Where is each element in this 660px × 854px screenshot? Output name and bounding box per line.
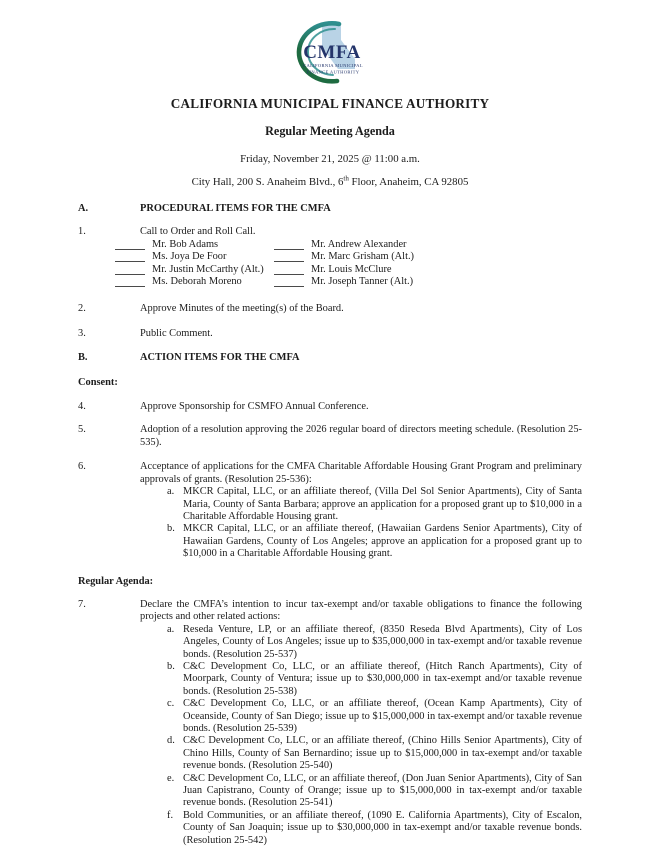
subitem-6b xyxy=(167,523,582,560)
section-label: B. xyxy=(78,352,88,364)
meeting-location: City Hall, 200 S. Anaheim Blvd., 6th Floor, Anaheim, CA 92805 xyxy=(191,174,469,188)
subitem-letter: f. xyxy=(167,809,174,821)
rollcall-blank xyxy=(115,265,145,275)
agenda-item-4 xyxy=(78,401,582,413)
item-number: 4. xyxy=(78,401,86,413)
document-title: CALIFORNIA MUNICIPAL FINANCE AUTHORITY xyxy=(170,96,490,111)
rollcall-member: Ms. Joya De Foor xyxy=(152,251,227,263)
cmfa-logo-graphic xyxy=(283,21,377,87)
rollcall-member: Mr. Andrew Alexander xyxy=(311,238,407,250)
rollcall-blank xyxy=(115,277,145,287)
subitem-6a xyxy=(167,486,582,523)
logo-org-line1: CALIFORNIA MUNICIPAL xyxy=(303,63,363,68)
rollcall-member: Mr. Marc Grisham (Alt.) xyxy=(311,251,415,263)
rollcall-member: Mr. Louis McClure xyxy=(311,263,392,275)
ordinal-superscript: th xyxy=(343,174,349,183)
agenda-item-2 xyxy=(78,303,582,315)
section-title: ACTION ITEMS FOR THE CMFA xyxy=(140,352,300,364)
subitem-letter: e. xyxy=(167,772,175,784)
rollcall-row xyxy=(115,276,582,288)
item-text: Public Comment. xyxy=(140,327,213,339)
subitem-letter: b. xyxy=(167,523,175,535)
rollcall-blank xyxy=(274,277,304,287)
subitem-letter: a. xyxy=(167,486,175,498)
subitem-text: C&C Development Co, LLC, or an affiliate thereof, (Don Juan Senior Apartments), City of San Juan Capistrano, County of Orange; issue up to $15,000,000 in tax-exempt and/or taxable revenue bonds. (Resolution 25-541) xyxy=(183,772,582,809)
rollcall-row xyxy=(115,239,582,251)
subitem-text: Bold Communities, or an affiliate thereof, (1090 E. California Apartments), City of Escalon, County of San Joaquin; issue up to $30,000,000 in tax-exempt and/or taxable revenue bonds. (Resolution 25-542) xyxy=(183,809,582,846)
logo-acronym: CMFA xyxy=(303,42,361,63)
item-body xyxy=(140,599,582,847)
rollcall-row xyxy=(115,264,582,276)
section-label: A. xyxy=(78,203,89,214)
subitem-letter: c. xyxy=(167,698,175,710)
rollcall-member: Mr. Bob Adams xyxy=(152,238,219,250)
rollcall-blank xyxy=(115,252,145,262)
subitem-7d xyxy=(167,735,582,772)
subitem-text: C&C Development Co, LLC, or an affiliate thereof, (Chino Hills Senior Apartments), City of Chino Hills, County of San Bernardino; issue up to $15,000,000 in tax-exempt and/or taxable revenue bonds. (Resolution 25-540) xyxy=(183,735,582,772)
rollcall-row xyxy=(115,251,582,263)
item-number: 3. xyxy=(78,327,86,339)
rollcall-blank xyxy=(274,240,304,250)
document-subtitle: Regular Meeting Agenda xyxy=(265,124,395,138)
logo-org-line2: FINANCE AUTHORITY xyxy=(306,69,360,75)
subitem-7b xyxy=(167,661,582,698)
subitem-letter: b. xyxy=(167,660,175,672)
item-text: Approve Sponsorship for CSMFO Annual Conference. xyxy=(140,401,369,413)
subitem-7e xyxy=(167,773,582,810)
rollcall-blank xyxy=(274,265,304,275)
meeting-datetime: Friday, November 21, 2025 @ 11:00 a.m. xyxy=(240,153,420,165)
subitem-text: Reseda Venture, LP, or an affiliate thereof, (8350 Reseda Blvd Apartments), City of Los Angeles, County of Los Angeles; issue up to $35,000,000 in tax-exempt and/or taxable revenue bonds. (Resolution 25-537) xyxy=(183,623,582,660)
agenda-item-7 xyxy=(78,599,582,847)
item-text: Acceptance of applications for the CMFA Charitable Affordable Housing Grant Program and preliminary approvals of grants. (Resolution 25-536): xyxy=(140,461,582,485)
item-text: Declare the CMFA’s intention to incur tax-exempt and/or taxable obligations to finance the following projects and other related actions: xyxy=(140,598,582,623)
item-number: 7. xyxy=(78,598,86,610)
subitem-text: C&C Development Co, LLC, or an affiliate thereof, (Ocean Kamp Apartments), City of Oceanside, County of San Diego; issue up to $15,000,000 in tax-exempt and/or taxable revenue bonds. (Resolution 25-539) xyxy=(183,698,582,734)
subitem-text: C&C Development Co, LLC, or an affiliate thereof, (Hitch Ranch Apartments), City of Moorpark, County of Ventura; issue up to $30,000,000 in tax-exempt and/or taxable revenue bonds. (Resolution 25-538) xyxy=(183,660,582,697)
agenda-item-6 xyxy=(78,461,582,560)
subitem-text: MKCR Capital, LLC, or an affiliate thereof, (Villa Del Sol Senior Apartments), City of Santa Maria, County of Santa Barbara; approve an application for a proposed grant up to $10,000 in a Charitable Affordable Housing grant. xyxy=(183,486,582,522)
agenda-item-1 xyxy=(78,226,582,238)
item-number: 6. xyxy=(78,461,86,473)
rollcall-member: Mr. Joseph Tanner (Alt.) xyxy=(311,276,414,288)
section-title: PROCEDURAL ITEMS FOR THE CMFA xyxy=(140,203,331,214)
section-a-heading xyxy=(78,203,582,215)
rollcall-blank xyxy=(115,240,145,250)
item-text: Call to Order and Roll Call. xyxy=(140,226,256,238)
subitem-7c xyxy=(167,698,582,735)
agenda-item-3 xyxy=(78,328,582,340)
item-body xyxy=(140,461,582,560)
subitem-7f xyxy=(167,810,582,847)
cmfa-logo xyxy=(78,21,582,87)
regular-agenda-heading: Regular Agenda: xyxy=(78,575,154,587)
subitem-letter: a. xyxy=(167,623,175,635)
subitem-text: MKCR Capital, LLC, or an affiliate thereof, (Hawaiian Gardens Senior Apartments), City of Hawaiian Gardens, County of Los Angeles; approve an application for a proposed grant up to $10,000 in a Charitable Affordable Housing grant. xyxy=(183,523,582,560)
rollcall-member: Mr. Justin McCarthy (Alt.) xyxy=(152,263,264,275)
item-number: 5. xyxy=(78,424,86,436)
item-number: 2. xyxy=(78,303,86,315)
subitem-letter: d. xyxy=(167,735,175,747)
subitem-7a xyxy=(167,624,582,661)
item-text: Adoption of a resolution approving the 2026 regular board of directors meeting schedule. (Resolution 25-535). xyxy=(140,424,582,448)
rollcall-blank xyxy=(274,252,304,262)
section-b-heading xyxy=(78,352,582,364)
agenda-item-5 xyxy=(78,424,582,449)
consent-heading: Consent: xyxy=(78,376,118,388)
item-text: Approve Minutes of the meeting(s) of the Board. xyxy=(140,303,344,315)
item-number: 1. xyxy=(78,226,86,238)
rollcall-member: Ms. Deborah Moreno xyxy=(152,276,242,288)
rollcall-list xyxy=(115,239,582,289)
